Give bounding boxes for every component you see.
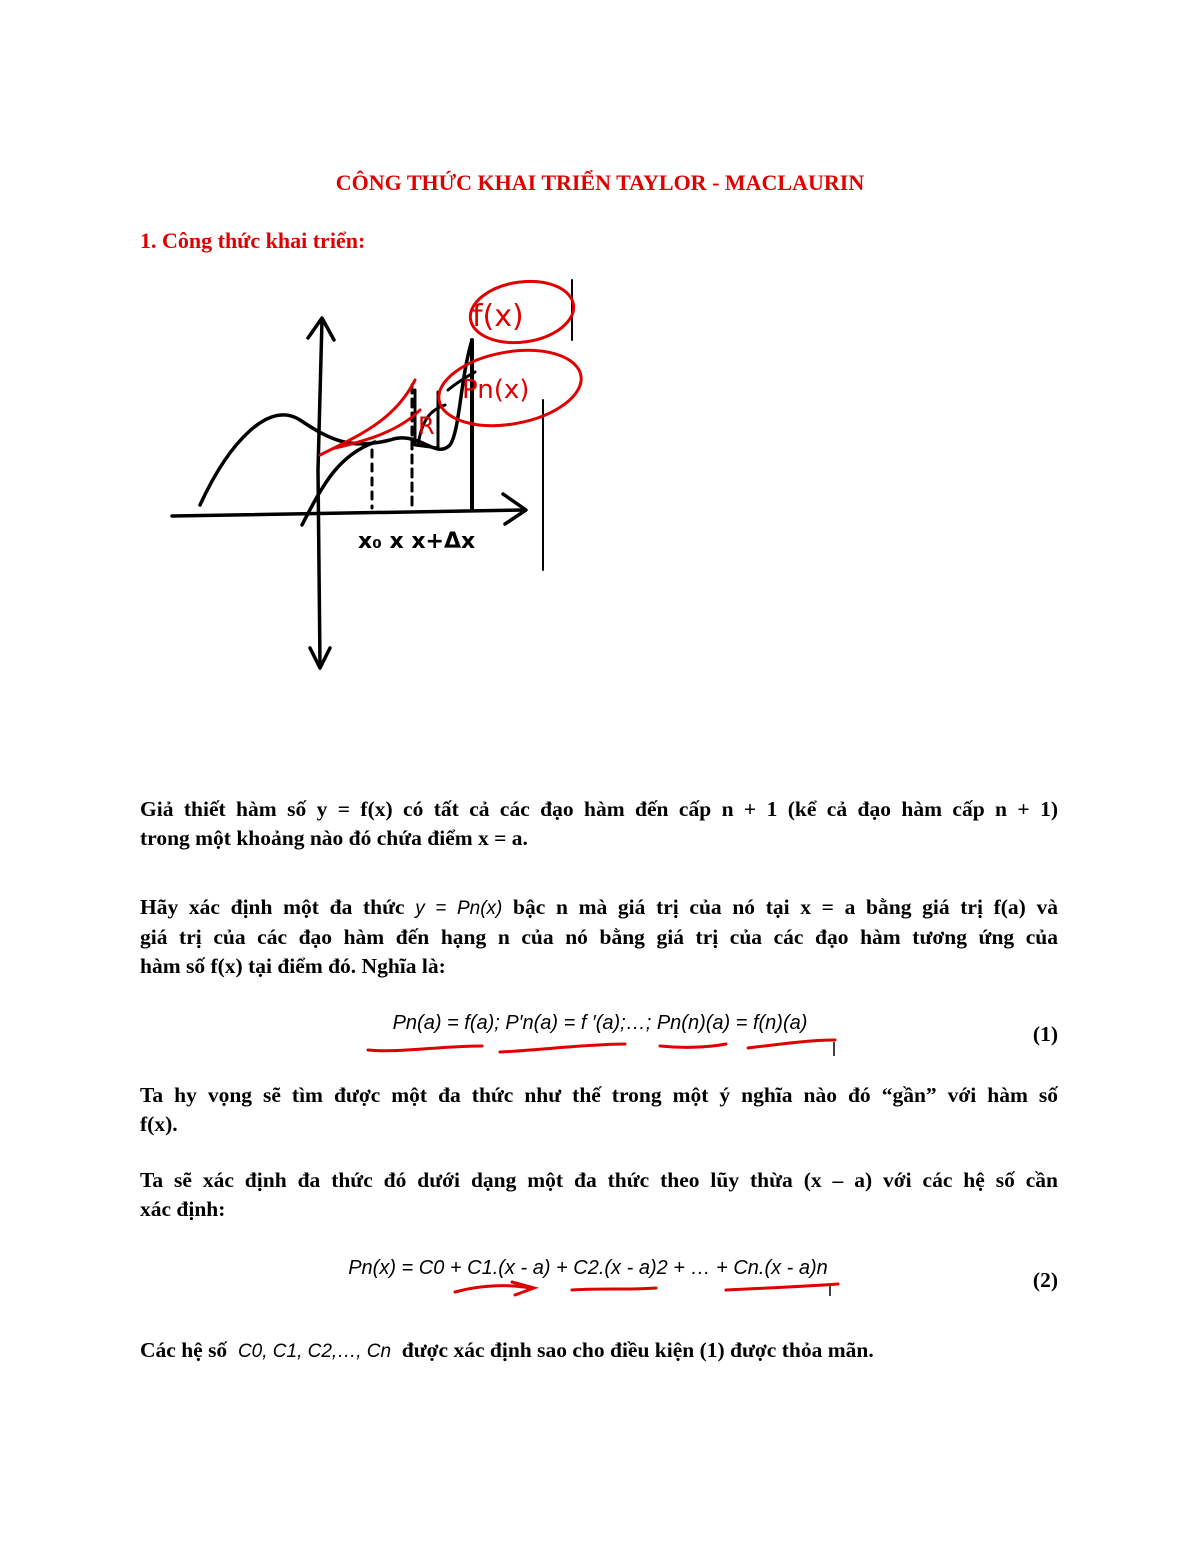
paragraph-hope [140,1081,1058,1139]
coefficient-list: C0, C1, C2,…, Cn [237,1341,392,1362]
paragraph-line [140,1081,1058,1110]
text-segment: được xác định sao cho điều kiện (1) được thỏa mãn. [401,1338,874,1362]
formula-1: Pn(a) = f(a); P′n(a) = f ′(a);…; Pn(n)(a) = f(n)(a) [392,1012,808,1034]
paragraph-hypothesis [140,795,1058,853]
r-label: R [418,412,435,440]
text-segment: Các hệ số [140,1338,228,1362]
paragraph-coefficients [140,1336,1058,1366]
paragraph-line: Giả thiết hàm số y = f(x) có tất cả các đạo hàm đến cấp n + 1 (kể cả đạo hàm cấp n + 1) [140,797,1058,821]
pnx-label: Pn(x) [462,375,530,405]
text-segment: Hãy xác định một đa thức [140,895,405,919]
inline-polynomial: y = Pn(x) [415,898,503,919]
paragraph-line: giá trị của các đạo hàm đến hạng n của nó bằng giá trị của các đạo hàm tương ứng của [140,925,1058,949]
paragraph-line: xác định: [140,1197,226,1221]
paragraph-line: hàm số f(x) tại điểm đó. Nghĩa là: [140,954,446,978]
paragraph-form [140,1166,1058,1224]
equation-number-1: (1) [1032,1022,1058,1046]
paragraph-line: f(x). [140,1112,178,1136]
paragraph-line [140,1336,1058,1366]
axis-marks-text: x₀ x x+Δx [358,529,476,554]
page-title: CÔNG THỨC KHAI TRIỂN TAYLOR - MACLAURIN [335,170,865,195]
text-segment: Ta hy vọng sẽ tìm được một đa thức như thế trong một ý nghĩa nào đó [140,1083,871,1107]
paragraph-line [140,893,1058,923]
formula-2: Pn(x) = C0 + C1.(x - a) + C2.(x - a)2 + … + Cn.(x - a)n [348,1257,828,1279]
text-segment: bậc n mà giá trị của nó tại x = a bằng giá trị f(a) và [513,895,1058,919]
paragraph-line: trong một khoảng nào đó chứa điểm x = a. [140,826,528,850]
taylor-sketch-figure [160,270,600,680]
fx-label: f(x) [472,299,524,334]
section-heading: 1. Công thức khai triển: [140,228,366,253]
paragraph-definition [140,893,1058,981]
paragraph-line: Ta sẽ xác định đa thức đó dưới dạng một đa thức theo lũy thừa (x – a) với các hệ số cần [140,1168,1058,1192]
emphasis-text: “gần” với hàm số [881,1083,1058,1107]
equation-number-2: (2) [1032,1268,1058,1292]
